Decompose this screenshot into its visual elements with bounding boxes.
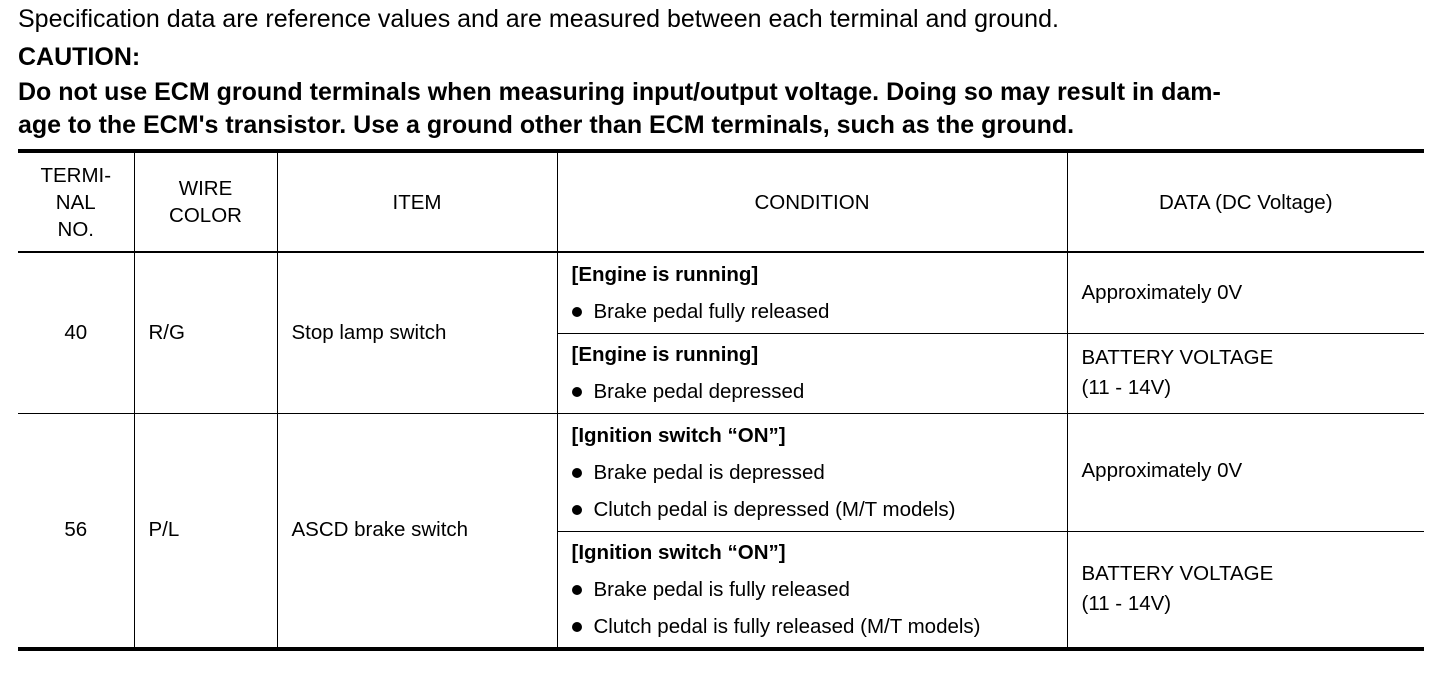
condition-title: [Engine is running] xyxy=(571,343,759,366)
condition-bullet xyxy=(572,373,1067,410)
bullet-text: Brake pedal fully released xyxy=(593,299,830,323)
data-cell xyxy=(1067,333,1424,413)
bullet-text: Brake pedal depressed xyxy=(593,380,805,403)
data-value: Approximately 0V xyxy=(1081,280,1243,304)
condition-bullet xyxy=(572,571,1067,608)
terminal-number: 56 xyxy=(18,413,134,649)
bullet-text: Clutch pedal is depressed (M/T models) xyxy=(593,497,956,521)
data-cell xyxy=(1067,252,1424,333)
table-header-row xyxy=(18,151,1424,252)
header-text: TERMI- xyxy=(40,163,112,187)
header-terminal-no xyxy=(18,151,134,252)
caution-line: Do not use ECM ground terminals when measuring input/output voltage. Doing so may result in dam- xyxy=(18,78,1221,106)
bullet-icon xyxy=(572,468,582,478)
condition-cell xyxy=(557,413,1067,531)
wire-color: P/L xyxy=(134,413,277,649)
header-text: NO. xyxy=(57,217,94,241)
bullet-icon xyxy=(572,505,582,515)
header-wire-color xyxy=(134,151,277,252)
data-value: BATTERY VOLTAGE xyxy=(1081,562,1274,586)
condition-bullet xyxy=(572,293,1067,330)
bullet-icon xyxy=(572,585,582,595)
item-name: ASCD brake switch xyxy=(277,413,557,649)
bullet-icon xyxy=(572,307,582,317)
header-item: ITEM xyxy=(277,151,557,252)
table-row xyxy=(18,413,1424,531)
condition-cell xyxy=(557,531,1067,649)
header-condition: CONDITION xyxy=(557,151,1067,252)
condition-bullet xyxy=(572,491,1067,528)
table-row xyxy=(18,252,1424,333)
bullet-text: Clutch pedal is fully released (M/T models) xyxy=(593,614,981,638)
header-data: DATA (DC Voltage) xyxy=(1067,151,1424,252)
header-text: NAL xyxy=(55,190,96,214)
terminal-number: 40 xyxy=(18,252,134,413)
caution-line: age to the ECM's transistor. Use a ground other than ECM terminals, such as the ground. xyxy=(18,111,1075,139)
data-value: (11 - 14V) xyxy=(1081,592,1172,616)
condition-bullet xyxy=(572,454,1067,491)
condition-title: [Ignition switch “ON”] xyxy=(571,423,786,447)
header-text: COLOR xyxy=(169,204,242,227)
data-cell xyxy=(1067,413,1424,531)
condition-bullet xyxy=(572,608,1067,645)
header-text: WIRE xyxy=(178,177,233,200)
condition-title: [Engine is running] xyxy=(571,262,759,286)
condition-cell xyxy=(557,333,1067,413)
data-value: Approximately 0V xyxy=(1081,458,1243,482)
item-name: Stop lamp switch xyxy=(277,252,557,413)
condition-cell xyxy=(557,252,1067,333)
intro-text: Specification data are reference values and are measured between each terminal and ground. xyxy=(18,5,1059,33)
bullet-text: Brake pedal is depressed xyxy=(593,460,825,484)
wire-color: R/G xyxy=(134,252,277,413)
caution-text xyxy=(18,76,1428,142)
caution-heading: CAUTION: xyxy=(18,43,141,71)
data-value: (11 - 14V) xyxy=(1081,376,1172,399)
data-cell xyxy=(1067,531,1424,649)
data-value: BATTERY VOLTAGE xyxy=(1081,346,1274,369)
bullet-icon xyxy=(572,622,582,632)
bullet-icon xyxy=(572,387,582,397)
bullet-text: Brake pedal is fully released xyxy=(593,577,850,601)
condition-title: [Ignition switch “ON”] xyxy=(571,540,786,564)
terminal-spec-table xyxy=(18,149,1424,651)
